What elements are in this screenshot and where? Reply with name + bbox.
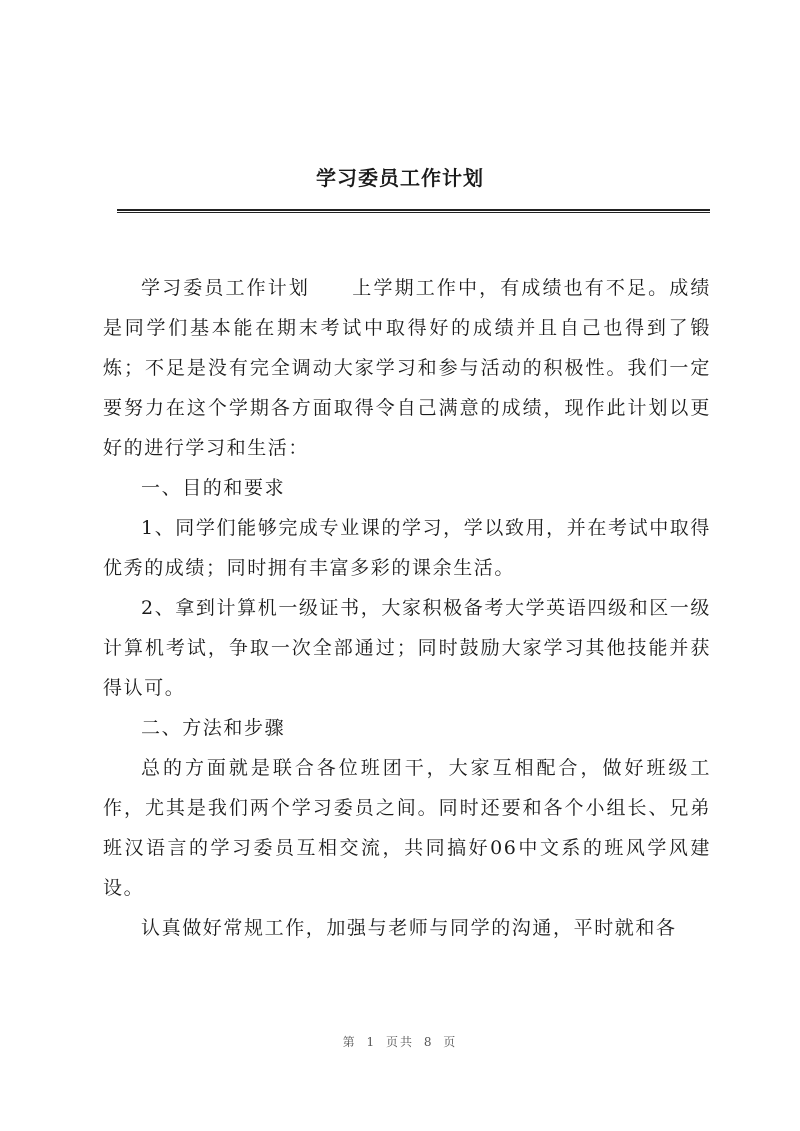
document-body	[103, 268, 711, 948]
footer-prefix: 第	[342, 1035, 357, 1049]
paragraph-routine-work: 认真做好常规工作，加强与老师与同学的沟通，平时就和各	[141, 917, 677, 939]
footer-current-page: 1	[366, 1035, 377, 1049]
title-divider	[117, 209, 710, 213]
page-footer	[0, 1033, 800, 1050]
paragraph-methods-overview: 总的方面就是联合各位班团干，大家互相配合，做好班级工作，尤其是我们两个学习委员之间。同时还要和各个小组长、兄弟班汉语言的学习委员互相交流，共同搞好06中文系的班风学风建设。	[103, 757, 711, 899]
section-heading-methods: 二、方法和步骤	[141, 717, 286, 739]
document-title: 学习委员工作计划	[316, 166, 484, 190]
footer-mid: 页共	[385, 1035, 414, 1049]
paragraph-goal-2: 2、拿到计算机一级证书，大家积极备考大学英语四级和区一级计算机考试，争取一次全部通过；同时鼓励大家学习其他技能并获得认可。	[103, 597, 711, 699]
paragraph-goal-1: 1、同学们能够完成专业课的学习，学以致用，并在考试中取得优秀的成绩；同时拥有丰富多彩的课余生活。	[103, 517, 711, 579]
footer-suffix: 页	[443, 1035, 458, 1049]
section-heading-goals: 一、目的和要求	[141, 477, 286, 499]
footer-total-pages: 8	[423, 1035, 434, 1049]
paragraph-intro: 学习委员工作计划 上学期工作中，有成绩也有不足。成绩是同学们基本能在期末考试中取得好的成绩并且自己也得到了锻炼；不足是没有完全调动大家学习和参与活动的积极性。我们一定要努力在这个学期各方面取得令自己满意的成绩，现作此计划以更好的进行学习和生活：	[103, 277, 711, 459]
